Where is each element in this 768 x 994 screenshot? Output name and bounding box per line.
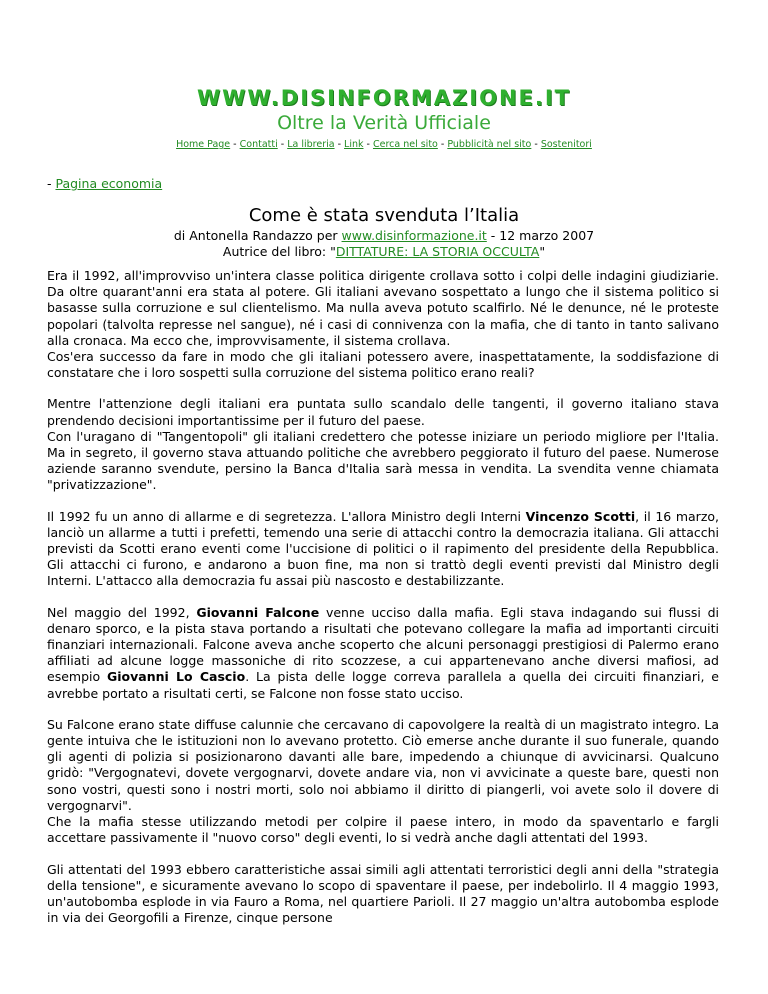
section-breadcrumb	[47, 176, 162, 191]
bold-name: Giovanni Falcone	[196, 604, 320, 620]
paragraph-text: Gli attentati del 1993 ebbero caratteristiche assai simili agli attentati terroristici degli anni della "strategia della tensione", e sicuramente avevano lo scopo di spaventare il paese, per indebolirlo. Il 4 maggio 1993, un'autobomba esplode in via Fauro a Roma, nel quartiere Parioli. Il 27 maggio un'altra autobomba esplode in via dei Georgofili a Firenze, cinque persone	[47, 861, 719, 926]
paragraph-3	[47, 509, 719, 590]
paragraph-text: . La pista delle logge correva parallela a quella dei circuiti finanziari, e avrebbe portato a risultati certi, se Falcone non fosse stato ucciso.	[47, 669, 719, 701]
paragraph-text: Che la mafia stesse utilizzando metodi per colpire il paese intero, in modo da spaventarlo e fargli accettare passivamente il "nuovo corso" degli eventi, lo si vedrà anche dagli attentati del 1993.	[47, 814, 719, 846]
article-byline	[0, 228, 768, 260]
paragraph-2	[47, 396, 719, 493]
paragraph-text: Su Falcone erano state diffuse calunnie che cercavano di capovolgere la realtà di un magistrato integro. La gente intuiva che le istituzioni non lo avevano protetto. Ciò emerse anche durante il suo funerale, quando gli agenti di polizia si posizionarono davanti alle bare, impedendo a chiunque di avvicinarsi. Qualcuno gridò: "Vergognatevi, dovete vergognarvi, dovete andare via, non vi avvicinate a queste bare, questi non sono vostri, questi sono i nostri morti, solo noi abbiamo il diritto di piangerli, voi avete solo il dovere di vergognarvi".	[47, 716, 719, 813]
bold-name: Giovanni Lo Cascio	[107, 669, 246, 685]
nav-separator: -	[531, 139, 541, 150]
paragraph-text: Il 1992 fu un anno di allarme e di segretezza. L'allora Ministro degli Interni	[47, 508, 526, 524]
byline-author-line	[0, 228, 768, 244]
paragraph-6	[47, 862, 719, 927]
nav-separator: -	[334, 139, 345, 150]
paragraph-text: Cos'era successo da fare in modo che gli italiani potessero avere, inaspettatamente, la soddisfazione di constatare che i loro sospetti sulla corruzione del sistema politico erano reali?	[47, 349, 719, 381]
book-prefix: Autrice del libro: "	[222, 244, 336, 259]
logo-tagline: Oltre la Verità Ufficiale	[277, 112, 491, 134]
section-prefix: -	[47, 176, 56, 191]
nav-separator: -	[437, 139, 448, 150]
byline-date: - 12 marzo 2007	[486, 228, 595, 243]
article-body	[47, 268, 719, 941]
paragraph-text: venne ucciso dalla mafia. Egli stava indagando sui flussi di denaro sporco, e la pista stava portando a risultati che potevano collegare la mafia ad importanti circuiti finanziari internazionali. Falcone aveva anche scoperto che alcuni personaggi prestigiosi di Palermo erano affiliati ad alcune logge massoniche di rito scozzese, a cui appartenevano anche diversi mafiosi, ad esempio	[47, 604, 719, 685]
paragraph-4	[47, 605, 719, 702]
nav-contatti-link[interactable]: Contatti	[239, 139, 278, 150]
logo-site-name: WWW.DISINFORMAZIONE.IT	[197, 86, 571, 110]
article-title: Come è stata svenduta l’Italia	[248, 205, 520, 226]
paragraph-text: Nel maggio del 1992,	[47, 604, 197, 620]
paragraph-text: Mentre l'attenzione degli italiani era puntata sullo scandalo delle tangenti, il governo italiano stava prendendo decisioni importantissime per il futuro del paese.	[47, 396, 719, 428]
paragraph-text: , il 16 marzo, lanciò un allarme a tutti i prefetti, temendo una serie di attacchi contro la democrazia italiana. Gli attacchi previsti da Scotti erano eventi come l'uccisione di politici o il rapimento del presidente della Repubblica. Gli attacchi ci furono, e andarono a buon fine, ma non si trattò degli eventi previsti dal Ministro degli Interni. L'attacco alla democrazia fu assai più nascosto e destabilizzante.	[47, 508, 719, 589]
book-title-link[interactable]: DITTATURE: LA STORIA OCCULTA	[335, 244, 540, 259]
nav-separator: -	[363, 139, 373, 150]
nav-separator: -	[277, 139, 288, 150]
bold-name: Vincenzo Scotti	[525, 508, 636, 524]
nav-pubblicita-link[interactable]: Pubblicità nel sito	[447, 139, 532, 150]
nav-libreria-link[interactable]: La libreria	[287, 139, 335, 150]
paragraph-text: Con l'uragano di "Tangentopoli" gli italiani credettero che potesse iniziare un periodo migliore per l'Italia. Ma in segreto, il governo stava attuando politiche che avrebbero peggiorato il futuro del paese. Numerose aziende saranno svendute, persino la Banca d'Italia sarà messa in vendita. La svendita venne chiamata "privatizzazione".	[47, 428, 719, 493]
site-logo[interactable]	[0, 86, 768, 135]
section-economia-link[interactable]: Pagina economia	[55, 176, 163, 191]
nav-cerca-link[interactable]: Cerca nel sito	[372, 139, 438, 150]
top-navigation	[0, 139, 768, 150]
paragraph-1	[47, 268, 719, 381]
paragraph-5	[47, 717, 719, 847]
nav-link-link[interactable]: Link	[344, 139, 364, 150]
byline-site-link[interactable]: www.disinformazione.it	[341, 228, 487, 243]
byline-book-line	[0, 244, 768, 260]
paragraph-text: Era il 1992, all'improvviso un'intera classe politica dirigente crollava sotto i colpi delle indagini giudiziarie. Da oltre quarant'anni era stata al potere. Gli italiani avevano sospettato a lungo che il sistema politico si basasse sulla corruzione e sul clientelismo. Ma nulla aveva potuto scalfirlo. Né le denunce, né le proteste popolari (talvolta represse nel sangue), né i casi di connivenza con la mafia, che di tanto in tanto salivano alla cronaca. Ma ecco che, improvvisamente, il sistema crollava.	[47, 268, 719, 348]
nav-separator: -	[230, 139, 240, 150]
book-suffix: "	[539, 244, 546, 259]
nav-sostenitori-link[interactable]: Sostenitori	[540, 139, 592, 150]
byline-author: di Antonella Randazzo per	[173, 228, 342, 243]
nav-home-link[interactable]: Home Page	[176, 139, 231, 150]
